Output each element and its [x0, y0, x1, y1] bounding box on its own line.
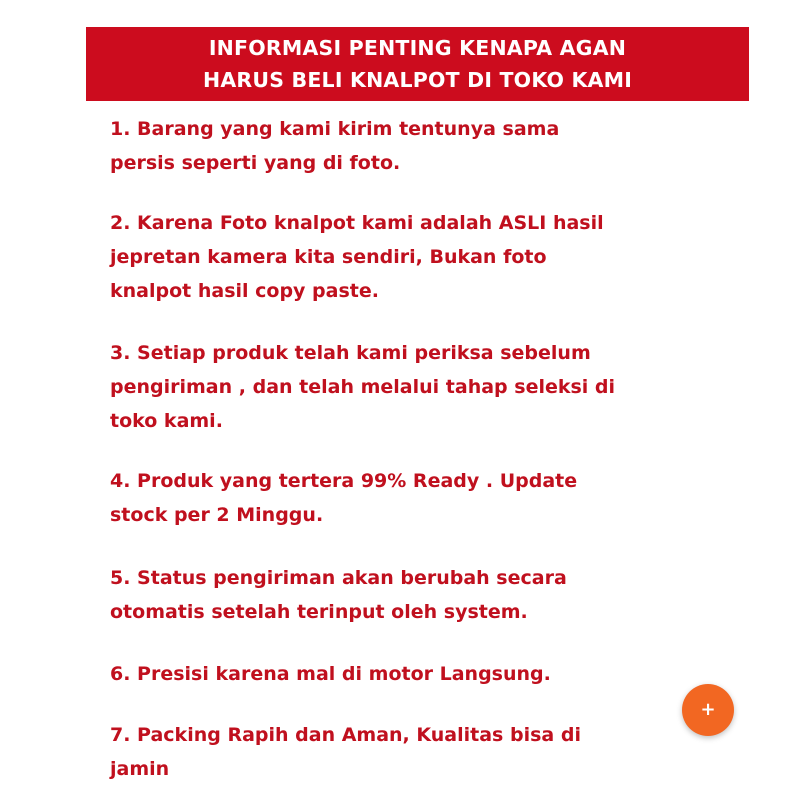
info-item-4-line-1: 4. Produk yang tertera 99% Ready . Update — [110, 470, 578, 492]
header-title-line-1: INFORMASI PENTING KENAPA AGAN — [208, 36, 627, 60]
info-item-6 — [110, 657, 710, 691]
info-item-2 — [110, 206, 710, 308]
info-item-4-line-2: stock per 2 Minggu. — [110, 504, 324, 526]
info-item-3 — [110, 336, 710, 438]
info-item-5-line-2: otomatis setelah terinput oleh system. — [110, 601, 528, 623]
add-fab-button[interactable] — [682, 684, 734, 736]
info-item-3-line-2: pengiriman , dan telah melalui tahap seleksi di — [110, 376, 616, 398]
info-item-1 — [110, 112, 710, 180]
info-item-3-line-1: 3. Setiap produk telah kami periksa sebelum — [110, 342, 591, 364]
plus-icon: + — [700, 699, 716, 720]
info-item-6-line-1: 6. Presisi karena mal di motor Langsung. — [110, 663, 551, 685]
info-item-7-line-1: 7. Packing Rapih dan Aman, Kualitas bisa di — [110, 724, 581, 746]
info-item-5 — [110, 561, 710, 629]
info-item-1-line-2: persis seperti yang di foto. — [110, 152, 401, 174]
info-item-5-line-1: 5. Status pengiriman akan berubah secara — [110, 567, 567, 589]
info-item-2-line-1: 2. Karena Foto knalpot kami adalah ASLI hasil — [110, 212, 604, 234]
info-item-4 — [110, 464, 710, 532]
info-item-1-line-1: 1. Barang yang kami kirim tentunya sama — [110, 118, 560, 140]
header-title-line-2: HARUS BELI KNALPOT DI TOKO KAMI — [202, 68, 633, 92]
header-banner — [86, 27, 749, 101]
info-item-2-line-2: jepretan kamera kita sendiri, Bukan foto — [110, 246, 547, 268]
info-item-2-line-3: knalpot hasil copy paste. — [110, 280, 379, 302]
info-item-3-line-3: toko kami. — [110, 410, 223, 432]
info-item-7 — [110, 718, 710, 786]
info-item-7-line-2: jamin — [110, 758, 170, 780]
